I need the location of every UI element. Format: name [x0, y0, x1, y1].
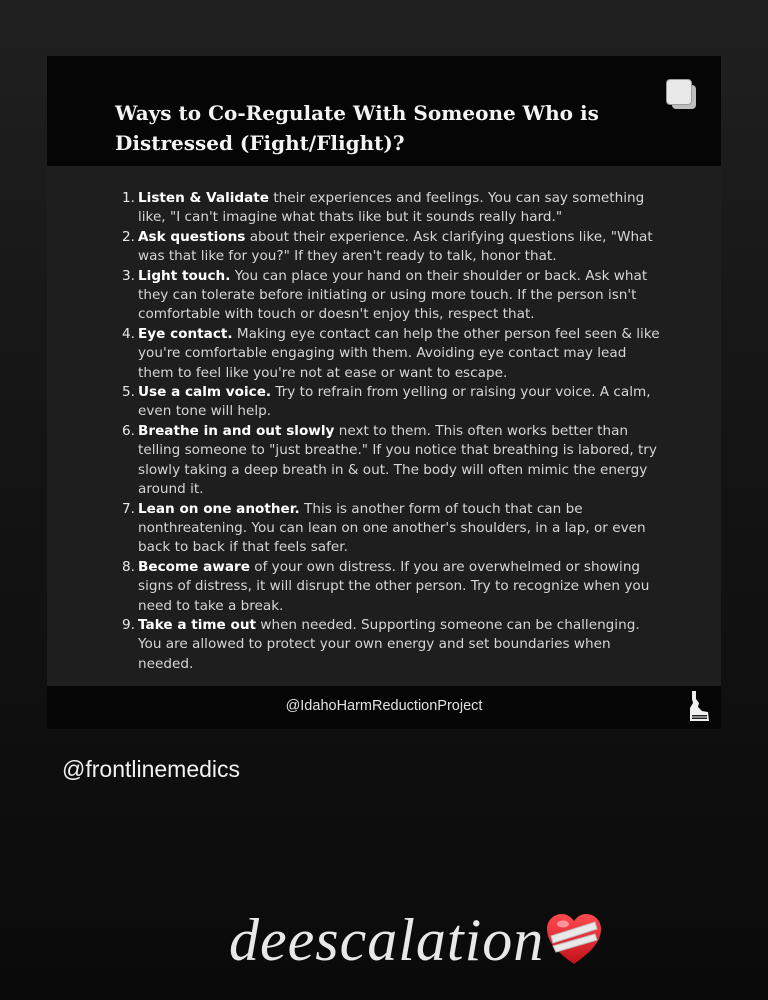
tip-lead: Take a time out [138, 616, 257, 633]
tip-lead: Light touch. [138, 267, 231, 284]
tip-text: of your own distress. If you are overwhelmed or showing signs of distress, it will disrupt the other person. Try to recognize when you need to take a break. [138, 558, 650, 614]
tip-text: about their experience. Ask clarifying questions like, "What was that like for you?" If they aren't ready to talk, honor that. [138, 228, 653, 265]
post-header [47, 56, 721, 166]
idaho-state-logo-icon [687, 690, 713, 722]
tip-text: Try to refrain from yelling or raising your voice. A calm, even tone will help. [138, 384, 651, 420]
list-item: 9. Take a time out when needed. Supporting someone can be challenging. You are allowed to protect your own energy and set boundaries when needed. [122, 616, 640, 672]
footer-handle[interactable]: @IdahoHarmReductionProject [285, 698, 483, 714]
tip-text: Making eye contact can help the other person feel seen & like you're comfortable engaging with them. Avoiding eye contact may lead them to feel like you're not at ease or want to escape. [138, 325, 660, 381]
post-card[interactable] [47, 56, 721, 729]
tip-lead: Use a calm voice. [138, 384, 272, 401]
tips-list [120, 189, 660, 674]
tip-lead: Lean on one another. [138, 500, 300, 517]
list-item: 7. Lean on one another. This is another form of touch that can be nonthreatening. You can lean on one another's shoulders, in a lap, or even back to back if that feels safer. [122, 500, 646, 556]
list-item: 3. Light touch. You can place your hand on their shoulder or back. Ask what they can tolerate before initiating or using more touch. If the person isn't comfortable with touch or doesn't enjoy this, respect that. [122, 267, 648, 323]
tip-text: when needed. Supporting someone can be challenging. You are allowed to protect your own energy and set boundaries when needed. [138, 616, 640, 672]
list-item: 1. Listen & Validate their experiences and feelings. You can say something like, "I can't imagine what thats like but it sounds really hard." [122, 190, 645, 226]
tip-text: next to them. This often works better than telling someone to "just breathe." If you notice that breathing is labored, try slowly taking a deep breath in & out. The body will often mimic the energy around it. [138, 422, 657, 498]
tip-lead: Become aware [138, 558, 250, 575]
list-item: 6. Breathe in and out slowly next to them. This often works better than telling someone to "just breathe." If you notice that breathing is labored, try slowly taking a deep breath in & out. The body will often mimic the energy around it. [122, 422, 657, 498]
tip-text: This is another form of touch that can be nonthreatening. You can lean on one another's shoulders, in a lap, or even back to back if that feels safer. [138, 500, 646, 556]
story-user-handle[interactable]: @frontlinemedics [62, 756, 241, 782]
post-footer [47, 686, 721, 729]
tip-lead: Ask questions [138, 228, 246, 245]
mending-heart-icon [545, 912, 603, 968]
list-item: 2. Ask questions about their experience. Ask clarifying questions like, "What was that like for you?" If they aren't ready to talk, honor that. [122, 228, 653, 265]
list-item: 8. Become aware of your own distress. If you are overwhelmed or showing signs of distress, it will disrupt the other person. Try to recognize when you need to take a break. [122, 558, 650, 614]
list-item: 4. Eye contact. Making eye contact can help the other person feel seen & like you're comfortable engaging with them. Avoiding eye contact may lead them to feel like you're not at ease or want to escape. [122, 325, 660, 381]
tip-lead: Breathe in and out slowly [138, 422, 335, 439]
tip-text: their experiences and feelings. You can say something like, "I can't imagine what thats like but it sounds really hard." [138, 190, 645, 226]
post-title: Ways to Co-Regulate With Someone Who is Distressed (Fight/Flight)? [115, 101, 599, 155]
multiple-images-icon[interactable] [665, 78, 699, 112]
tip-lead: Listen & Validate [138, 190, 270, 206]
tip-text: You can place your hand on their shoulder or back. Ask what they can tolerate before initiating or using more touch. If the person isn't comfortable with touch or doesn't enjoy this, respect that. [138, 267, 648, 323]
story-caption: deescalation [229, 907, 545, 973]
tip-lead: Eye contact. [138, 325, 233, 342]
list-item: 5. Use a calm voice. Try to refrain from yelling or raising your voice. A calm, even tone will help. [122, 384, 651, 420]
